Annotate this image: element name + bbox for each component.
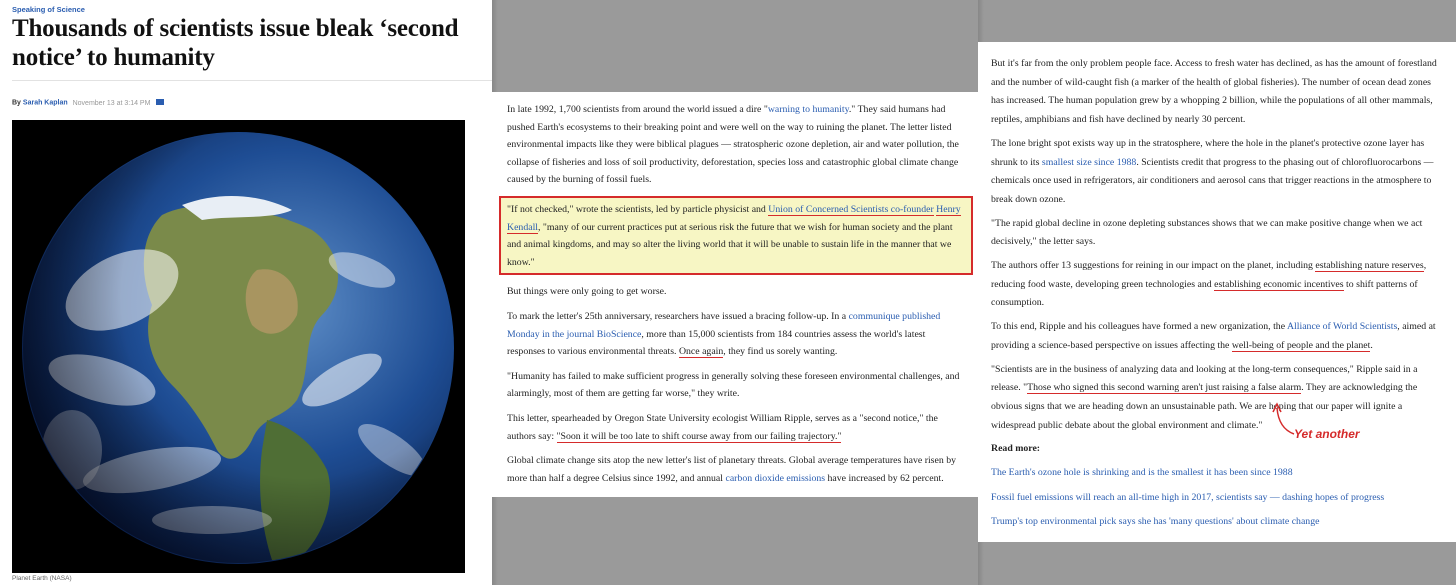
underlined-text: "Soon it will be too late to shift course away from our failing trajectory." (556, 430, 842, 442)
text: . They are acknowledging the obvious signs that we are heading down an unsustainable path. We are hoping that our paper will ignite a widespread public debate about the global environment and climate." (991, 382, 1418, 431)
text: To this end, Ripple and his colleagues have formed a new organization, the (991, 321, 1287, 333)
underlined-text: establishing economic incentives (1214, 278, 1344, 290)
earth-photo (12, 120, 465, 573)
text: To mark the letter's 25th anniversary, researchers have issued a bracing follow-up. In a (507, 310, 849, 322)
ucs-link[interactable]: Union of Concerned Scientists co-founder (768, 203, 934, 215)
text: In late 1992, 1,700 scientists from around the world issued a dire " (507, 104, 768, 115)
paragraph (507, 308, 965, 361)
text: . Scientists credit that progress to the phasing out of chlorofluorocarbons — chemicals once used in refrigerators, air conditioners and aerosol cans that trigger reactions in the atmosphere to break down ozone. (991, 156, 1434, 205)
article-body-1 (507, 101, 965, 494)
annotation-label: Yet another (1294, 427, 1360, 441)
ozone-size-link[interactable]: smallest size since 1988 (1041, 156, 1137, 168)
text: , "many of our current practices put at serious risk the future that we wish for human society and the plant and animal kingdoms, and may so alter the living world that it will be unable to sustain life in the manner that we know." (507, 221, 953, 268)
text: "If not checked," wrote the scientists, led by particle physicist and (507, 203, 769, 215)
text: to shift patterns of consumption. (991, 278, 1418, 309)
read-more-heading: Read more: (991, 443, 1041, 455)
co2-emissions-link[interactable]: carbon dioxide emissions (725, 472, 826, 484)
text: , more than 15,000 scientists from 184 countries assess the world's latest responses to various environmental threats. (507, 328, 926, 358)
byline (12, 99, 164, 107)
headline: Thousands of scientists issue bleak ‘second notice’ to humanity (12, 15, 459, 71)
underlined-text: establishing nature reserves (1315, 260, 1424, 272)
text: , they find us sorely wanting. (723, 346, 838, 358)
read-more-link-text[interactable]: The Earth's ozone hole is shrinking and is the smallest it has been since 1988 (991, 467, 1293, 479)
underlined-text: well-being of people and the planet (1231, 339, 1371, 351)
section-kicker[interactable]: Speaking of Science (12, 5, 85, 14)
text: . (1370, 339, 1373, 351)
read-more-link-text[interactable]: Fossil fuel emissions will reach an all-time high in 2017, scientists say — dashing hopes of progress (991, 491, 1385, 503)
divider (12, 80, 492, 81)
underlined-text: Once again (678, 346, 724, 358)
paragraph: "Humanity has failed to make sufficient progress in generally solving these foreseen environmental challenges, and alarmingly, most of them are getting far worse," they write. (507, 370, 960, 400)
paragraph (507, 410, 965, 445)
text: , reducing food waste, developing green technologies and (991, 260, 1427, 290)
earth-image (12, 120, 465, 573)
highlighted-quote (499, 196, 973, 275)
text: Global climate change sits atop the new letter's list of planetary threats. Global average temperatures have risen by more than half a degree Celsius since 1992, and annual (507, 455, 956, 484)
author-link[interactable]: Sarah Kaplan (22, 99, 68, 107)
annotation-arrow (978, 42, 1456, 542)
email-icon[interactable] (156, 99, 164, 105)
byline-by: By (12, 99, 21, 107)
text: This letter, spearheaded by Oregon State University ecologist William Ripple, serves as a "second notice," the authors say: (507, 412, 938, 442)
text: have increased by 62 percent. (825, 472, 944, 484)
paragraph: "The rapid global decline in ozone depleting substances shows that we can make positive change when we act decisively," the letter says. (991, 217, 1423, 248)
bioscience-link[interactable]: communique published Monday in the journal BioScience (507, 310, 941, 340)
paragraph (507, 101, 965, 189)
read-more-link-text[interactable]: Trump's top environmental pick says she has 'many questions' about climate change (991, 516, 1320, 528)
warning-to-humanity-link[interactable]: warning to humanity (767, 104, 849, 115)
underlined-text: Those who signed this second warning aren't just raising a false alarm (1027, 382, 1302, 394)
text: ." They said humans had pushed Earth's ecosystems to their breaking point and were well on the way to ruining the planet. The letter listed environmental impacts like they were biblical plagues — stratospheric ozone depletion, air and water pollution, the collapse of fisheries and loss of soil productivity, deforestation, species loss and catastrophic global climate change caused by the burning of fossil fuels. (507, 104, 959, 186)
publish-date: November 13 at 3:14 PM (72, 99, 151, 107)
paragraph: But things were only going to get worse. (507, 286, 667, 298)
henry-kendall-link[interactable]: Henry Kendall (507, 203, 961, 233)
photo-caption: Planet Earth (NASA) (12, 575, 72, 582)
article-body-panel-1 (492, 92, 978, 497)
paragraph: But it's far from the only problem people face. Access to fresh water has declined, as has the amount of forestland and the number of wild-caught fish (a marker of the health of global fisheries). The number of ocean dead zones has increased. The human population grew by a whopping 2 billion, while the populations of all other mammals, reptiles, amphibians and fish have declined by nearly 30 percent. (991, 58, 1437, 126)
text: The lone bright spot exists way up in the stratosphere, where the hole in the planet's protective ozone layer has shrunk to its (991, 137, 1425, 168)
paragraph (507, 452, 965, 487)
alliance-link[interactable]: Alliance of World Scientists (1286, 321, 1398, 333)
article-body-panel-2 (978, 42, 1456, 542)
text: The authors offer 13 suggestions for reining in our impact on the planet, including (991, 260, 1316, 272)
text: "Scientists are in the business of analyzing data and looking at the long-term consequences," Ripple said in a release. " (991, 363, 1418, 394)
text: , aimed at providing a science-based perspective on issues affecting the (991, 321, 1436, 351)
article-header-panel (0, 0, 492, 585)
